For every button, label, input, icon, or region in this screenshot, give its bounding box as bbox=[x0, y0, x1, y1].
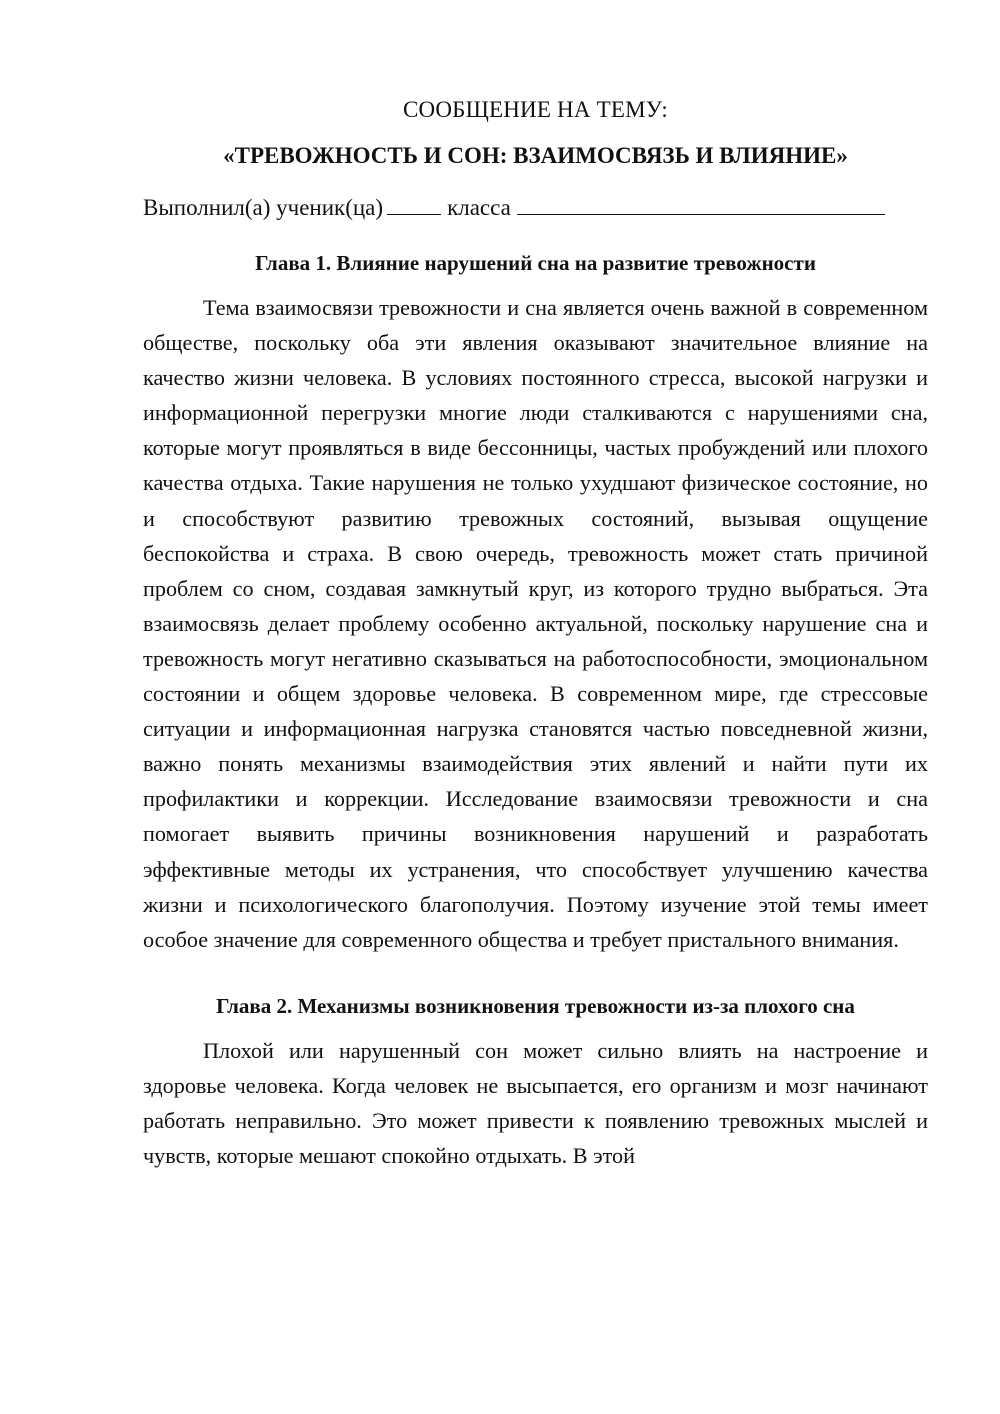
student-name-blank bbox=[387, 192, 441, 215]
document-topic-title: «ТРЕВОЖНОСТЬ И СОН: ВЗАИМОСВЯЗЬ И ВЛИЯНИЕ» bbox=[223, 143, 848, 168]
signature-class-label: класса bbox=[447, 195, 511, 220]
chapter-2-title: Глава 2. Механизмы возникновения тревожности из-за плохого сна bbox=[216, 993, 855, 1018]
signature-prefix: Выполнил(а) ученик(ца) bbox=[143, 195, 384, 220]
chapter-1-title: Глава 1. Влияние нарушений сна на развитие тревожности bbox=[255, 251, 816, 275]
author-signature-line bbox=[143, 192, 928, 224]
chapter-2-paragraph: Плохой или нарушенный сон может сильно влиять на настроение и здоровье человека. Когда человек не высыпается, его организм и мозг начинают работать неправильно. Это может привести к появлению тревожных мыслей и чувств, которые мешают спокойно отдыхать. В этой bbox=[143, 1037, 928, 1169]
class-blank bbox=[517, 192, 885, 215]
chapter-1-paragraph: Тема взаимосвязи тревожности и сна является очень важной в современном обществе, поскольку оба эти явления оказывают значительное влияние на качество жизни человека. В условиях постоянного стресса, высокой нагрузки и информационной перегрузки многие люди сталкиваются с нарушениями сна, которые могут проявляться в виде бессонницы, частых пробуждений или плохого качества отдыха. Такие нарушения не только ухудшают физическое состояние, но и способствуют развитию тревожных состояний, вызывая ощущение беспокойства и страха. В свою очередь, тревожность может стать причиной проблем со сном, создавая замкнутый круг, из которого трудно выбраться. Эта взаимосвязь делает проблему особенно актуальной, поскольку нарушение сна и тревожность могут негативно сказываться на работоспособности, эмоциональном состоянии и общем здоровье человека. В современном мире, где стрессовые ситуации и информационная нагрузка становятся частью повседневной жизни, важно понять механизмы взаимодействия этих явлений и найти пути их профилактики и коррекции. Исследование взаимосвязи тревожности и сна помогает выявить причины возникновения нарушений и разработать эффективные методы их устранения, что способствует улучшению качества жизни и психологического благополучия. Поэтому изучение этой темы имеет особое значение для современного общества и требует пристального внимания. bbox=[143, 295, 928, 952]
document-page bbox=[143, 94, 928, 1173]
document-heading: СООБЩЕНИЕ НА ТЕМУ: bbox=[403, 97, 668, 122]
